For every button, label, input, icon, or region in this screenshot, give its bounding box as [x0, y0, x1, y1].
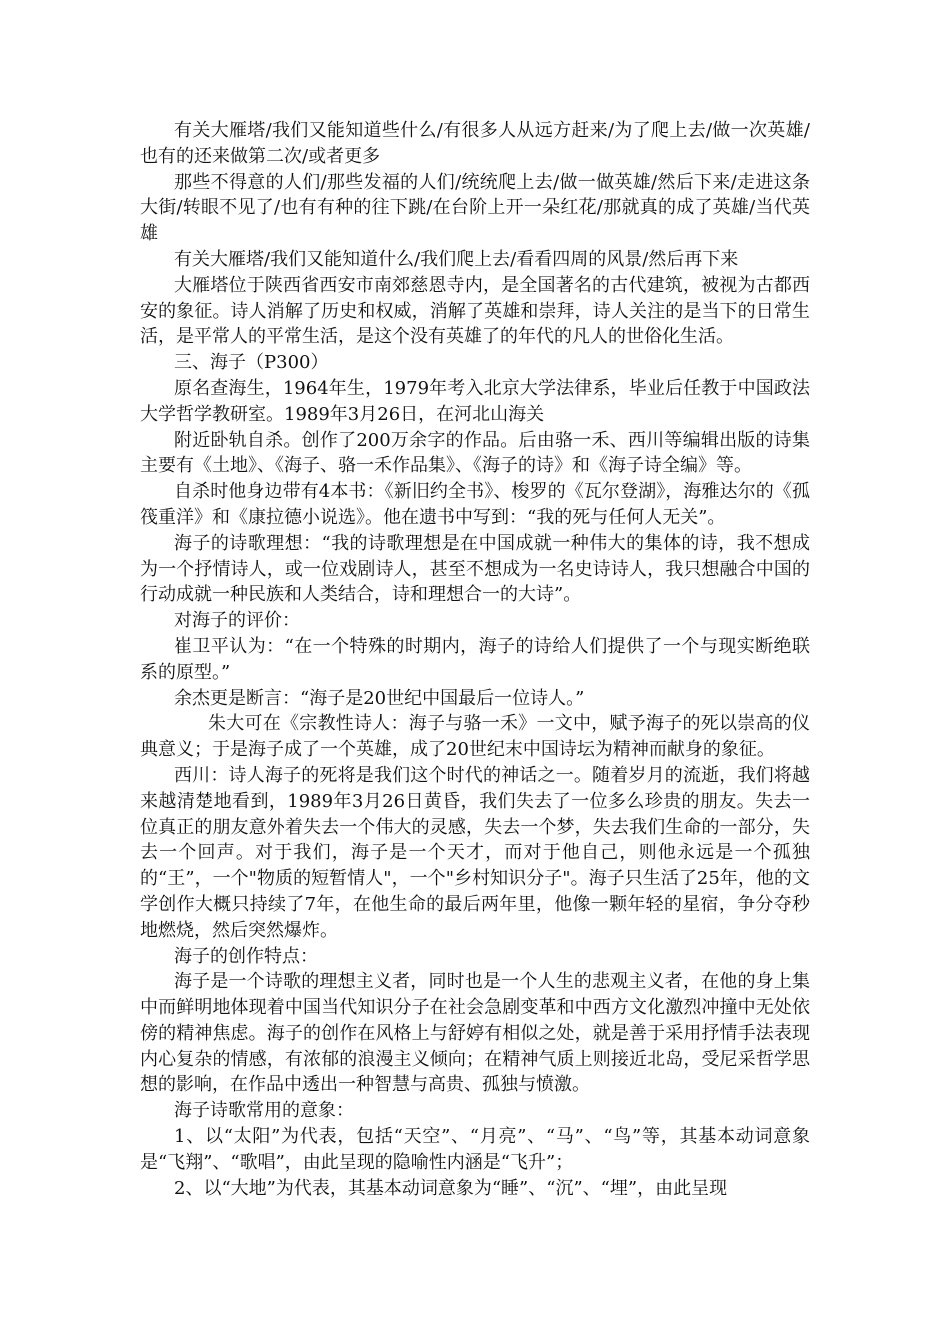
- features-paragraph: 海子是一个诗歌的理想主义者，同时也是一个人生的悲观主义者，在他的身上集中而鲜明地体现着中国当代知识分子在社会急剧变革和中西方文化激烈冲撞中无处依傍的精神焦虑。海子的创作在风格上与舒婷有相似之处，就是善于采用抒情手法表现内心复杂的情感，有浓郁的浪漫主义倾向；在精神气质上则接近北岛，受尼采哲学思想的影响，在作品中透出一种智慧与高贵、孤独与愤激。: [140, 971, 810, 1096]
- evaluation-zhu-dake: 朱大可在《宗教性诗人：海子与骆一禾》一文中，赋予海子的死以崇高的仪典意义；于是海子成了一个英雄，成了20世纪末中国诗坛为精神而献身的象征。: [140, 713, 810, 761]
- evaluation-cui-weiping: 崔卫平认为：“在一个特殊的时期内，海子的诗给人们提供了一个与现实断绝联系的原型。”: [140, 635, 810, 683]
- imagery-item-1: 1、以“太阳”为代表，包括“天空”、“月亮”、“马”、“鸟”等，其基本动词意象是“飞翔”、“歌唱”，由此呈现的隐喻性内涵是“飞升”；: [140, 1126, 810, 1173]
- bio-paragraph-1: 原名查海生，1964年生，1979年考入北京大学法律系，毕业后任教于中国政法大学哲学教研室。1989年3月26日，在河北山海关: [140, 377, 810, 425]
- document-body: [140, 118, 810, 1201]
- evaluation-yu-jie: 余杰更是断言：“海子是20世纪中国最后一位诗人。”: [174, 687, 585, 709]
- poem-stanza-3: 有关大雁塔/我们又能知道什么/我们爬上去/看看四周的风景/然后再下来: [174, 248, 739, 270]
- poetic-ideal-paragraph: 海子的诗歌理想：“我的诗歌理想是在中国成就一种伟大的集体的诗，我不想成为一个抒情诗人，或一位戏剧诗人，甚至不想成为一名史诗诗人，我只想融合中国的行动成就一种民族和人类结合，诗和理想合一的大诗”。: [140, 532, 810, 606]
- poem-stanza-2: 那些不得意的人们/那些发福的人们/统统爬上去/做一做英雄/然后下来/走进这条大街/转眼不见了/也有有种的往下跳/在台阶上开一朵红花/那就真的成了英雄/当代英雄: [140, 171, 810, 245]
- section-heading-haizi: 三、海子（P300）: [174, 352, 329, 374]
- bio-paragraph-3: 自杀时他身边带有4本书：《新旧约全书》、梭罗的《瓦尔登湖》，海雅达尔的《孤筏重洋》和《康拉德小说选》。他在遗书中写到：“我的死与任何人无关”。: [140, 481, 810, 528]
- imagery-heading: 海子诗歌常用的意象：: [174, 1100, 354, 1122]
- poem-stanza-1: 有关大雁塔/我们又能知道些什么/有很多人从远方赶来/为了爬上去/做一次英雄/也有的还来做第二次/或者更多: [140, 120, 810, 167]
- imagery-item-2: 2、以“大地”为代表，其基本动词意象为“睡”、“沉”、“埋”，由此呈现: [174, 1177, 728, 1199]
- poem-commentary: 大雁塔位于陕西省西安市南郊慈恩寺内，是全国著名的古代建筑，被视为古都西安的象征。诗人消解了历史和权威，消解了英雄和崇拜，诗人关注的是当下的日常生活，是平常人的平常生活，是这个没有英雄了的年代的凡人的世俗化生活。: [140, 274, 810, 348]
- evaluation-heading: 对海子的评价：: [174, 610, 300, 632]
- features-heading: 海子的创作特点：: [174, 945, 318, 967]
- evaluation-xi-chuan: 西川：诗人海子的死将是我们这个时代的神话之一。随着岁月的流逝，我们将越来越清楚地看到，1989年3月26日黄昏，我们失去了一位多么珍贵的朋友。失去一位真正的朋友意外着失去一个伟大的灵感，失去一个梦，失去我们生命的一部分，失去一个回声。对于我们，海子是一个天才，而对于他自己，则他永远是一个孤独的“王”，一个"物质的短暂情人"，一个"乡村知识分子"。海子只生活了25年，他的文学创作大概只持续了7年，在他生命的最后两年里，他像一颗年轻的星宿，争分夺秒地燃烧，然后突然爆炸。: [140, 764, 810, 941]
- bio-paragraph-2: 附近卧轨自杀。创作了200万余字的作品。后由骆一禾、西川等编辑出版的诗集主要有《土地》、《海子、骆一禾作品集》、《海子的诗》和《海子诗全编》等。: [140, 429, 810, 477]
